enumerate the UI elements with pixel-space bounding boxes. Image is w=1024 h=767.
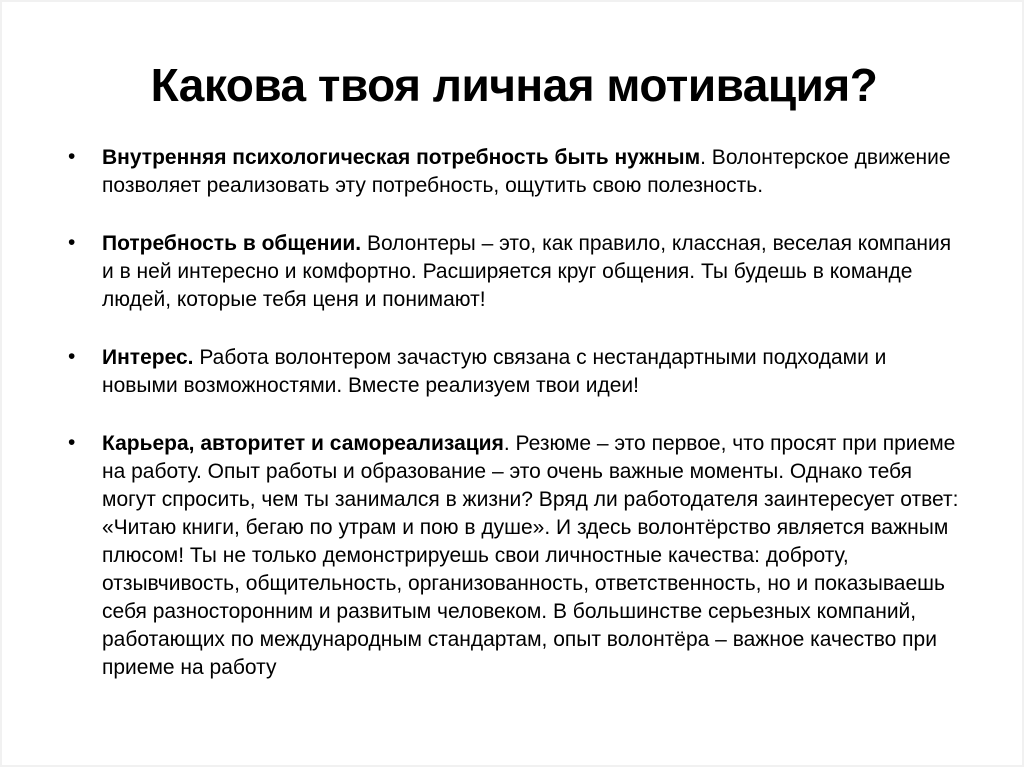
list-item (66, 344, 962, 400)
bullet-lead: Потребность в общении. (102, 232, 362, 256)
bullet-text: Работа волонтером зачастую связана с нестандартными подходами и новыми возможностями. Вместе реализуем твои идеи! (102, 346, 887, 398)
page-title: Какова твоя личная мотивация? (150, 59, 878, 111)
bullet-icon: • (68, 231, 76, 255)
bullet-lead: Карьера, авторитет и самореализация (102, 432, 504, 456)
bullet-text: . Резюме – это первое, что просят при приеме на работу. Опыт работы и образование – это очень важные моменты. Однако тебя могут спросить, чем ты занимался в жизни? Вряд ли работодателя заинтересует ответ: «Читаю книги, бегаю по утрам и пою в душе». И здесь волонтёрство является важным плюсом! Ты не только демонстрируешь свои личностные качества: доброту, отзывчивость, общительность, организованность, ответственность, но и показываешь себя разносторонним и развитым человеком. В большинстве серьезных компаний, работающих по международным стандартам, опыт волонтёра – важное качество при приеме на работу (102, 432, 959, 680)
bullet-icon: • (68, 431, 76, 455)
bullet-text: Волонтеры – это, как правило, классная, веселая компания и в ней интересно и комфортно. Расширяется круг общения. Ты будешь в команде людей, которые тебя ценя и понимают! (102, 232, 952, 312)
bullet-icon: • (68, 145, 76, 169)
bullet-lead: Интерес. (102, 346, 194, 370)
bullet-icon: • (68, 345, 76, 369)
bullet-list (66, 144, 962, 682)
list-item (66, 144, 962, 200)
bullet-text: . Волонтерское движение позволяет реализовать эту потребность, ощутить свою полезность. (102, 146, 951, 198)
bullet-lead: Внутренняя психологическая потребность быть нужным (102, 146, 701, 170)
list-item (66, 430, 962, 682)
list-item (66, 230, 962, 314)
